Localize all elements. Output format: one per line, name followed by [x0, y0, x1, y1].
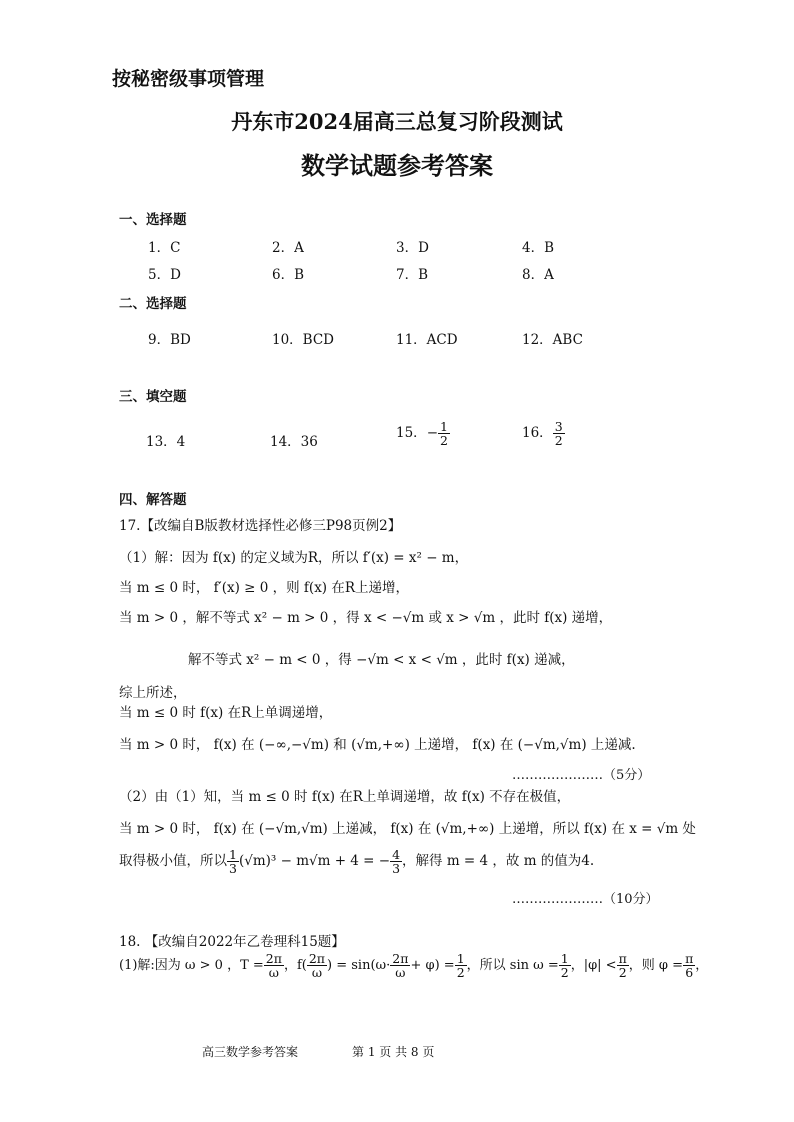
q17-line-5: 综上所述， [119, 685, 187, 701]
q17-score-1: …………………（5分） [512, 768, 651, 783]
section1-heading: 一、选择题 [119, 212, 187, 228]
answer-16 [522, 420, 565, 447]
fraction-one-half-1: $\frac{1}{2}$ [456, 951, 465, 981]
footer-page-number: 第 1 页 共 8 页 [352, 1045, 435, 1059]
answer-3: 3．D [396, 240, 429, 256]
q17-title: 17.【改编自B版教材选择性必修三P98页例2】 [119, 518, 402, 534]
fraction-one-half-2: $\frac{1}{2}$ [560, 951, 569, 981]
document-subtitle: 数学试题参考答案 [301, 151, 493, 180]
section3-heading: 三、填空题 [119, 389, 187, 405]
answer-8: 8．A [522, 267, 554, 283]
document-title: 丹东市2024届高三总复习阶段测试 [231, 109, 563, 134]
answer-4: 4．B [522, 240, 555, 256]
answer-12: 12．ABC [522, 332, 583, 348]
q17-line-1: （1）解：因为 f(x) 的定义域为R，所以 f′(x) = x² − m， [119, 550, 469, 566]
answer-16-fraction: $\frac{3}{2}$ [554, 419, 563, 449]
fraction-2pi-omega-3: $\frac{2\pi}{\omega}$ [392, 951, 409, 981]
q17-line-7: 当 m > 0 时， f(x) 在 (−∞,−√m) 和 (√m,+∞) 上递增， f(x) 在 (−√m,√m) 上递减. [119, 737, 636, 753]
answer-15-label: 15． [396, 425, 427, 442]
answer-1: 1．C [148, 240, 181, 256]
answer-6: 6．B [272, 267, 305, 283]
q17-line-9: 当 m > 0 时， f(x) 在 (−√m,√m) 上递减， f(x) 在 (√m,+∞) 上递增，所以 f(x) 在 x = √m 处 [119, 821, 696, 837]
fraction-one-third: $\frac{1}{3}$ [229, 847, 237, 877]
answer-11: 11．ACD [396, 332, 458, 348]
q17-line-4: 解不等式 x² − m < 0 ，得 −√m < x < √m ，此时 f(x) 递减， [188, 652, 575, 668]
q17-line-8: （2）由（1）知，当 m ≤ 0 时 f(x) 在R上单调递增，故 f(x) 不存在极值， [119, 789, 571, 805]
q18-title: 18. 【改编自2022年乙卷理科15题】 [119, 934, 345, 950]
answer-5: 5．D [148, 267, 181, 283]
answer-15-sign: − [426, 425, 438, 442]
fraction-pi-sixth: $\frac{\pi}{6}$ [685, 951, 694, 981]
q17-line-3: 当 m > 0 ，解不等式 x² − m > 0 ，得 x < −√m 或 x > √m ，此时 f(x) 递增， [119, 610, 613, 626]
answer-13: 13．4 [146, 434, 186, 450]
answer-15-fraction: $\frac{1}{2}$ [440, 419, 448, 449]
q18-line-1: (1)解:因为 ω > 0 ，T = $\frac{2\pi}{\omega}$ ，f( $\frac{2\pi}{\omega}$ ) = sin(ω· $\frac{2\pi}{\omega}$ + φ) = $\frac{1}{2}$ ，所以 sin ω = $\frac{1}{2}$ ，|φ| < $\frac{\pi}{2}$ ，则 φ = $\frac{\pi}{6}$ ， [119, 951, 709, 981]
answer-14: 14．36 [270, 434, 318, 450]
answer-9: 9．BD [148, 332, 191, 348]
q17-line-6: 当 m ≤ 0 时 f(x) 在R上单调递增， [119, 705, 333, 721]
q17-score-2: …………………（10分） [512, 892, 659, 907]
answer-16-label: 16． [522, 425, 553, 442]
footer-doc-name: 高三数学参考答案 [202, 1045, 299, 1059]
section4-heading: 四、解答题 [119, 492, 187, 508]
q17-line-2: 当 m ≤ 0 时， f′(x) ≥ 0 ，则 f(x) 在R上递增， [119, 580, 410, 596]
answer-15 [396, 420, 450, 447]
answer-10: 10．BCD [272, 332, 335, 348]
answer-7: 7．B [396, 267, 429, 283]
fraction-2pi-omega-2: $\frac{2\pi}{\omega}$ [308, 951, 326, 981]
section2-heading: 二、选择题 [119, 296, 187, 312]
fraction-2pi-omega-1: $\frac{2\pi}{\omega}$ [265, 951, 282, 981]
confidential-label: 按秘密级事项管理 [112, 68, 265, 90]
fraction-pi-half: $\frac{\pi}{2}$ [618, 951, 627, 981]
fraction-four-thirds: $\frac{4}{3}$ [392, 847, 401, 877]
answer-2: 2．A [272, 240, 304, 256]
q17-line-10: 取得极小值，所以 $\frac{1}{3}$ (√m)³ − m√m + 4 = − $\frac{4}{3}$ ，解得 m = 4 ，故 m 的值为4. [119, 847, 595, 877]
